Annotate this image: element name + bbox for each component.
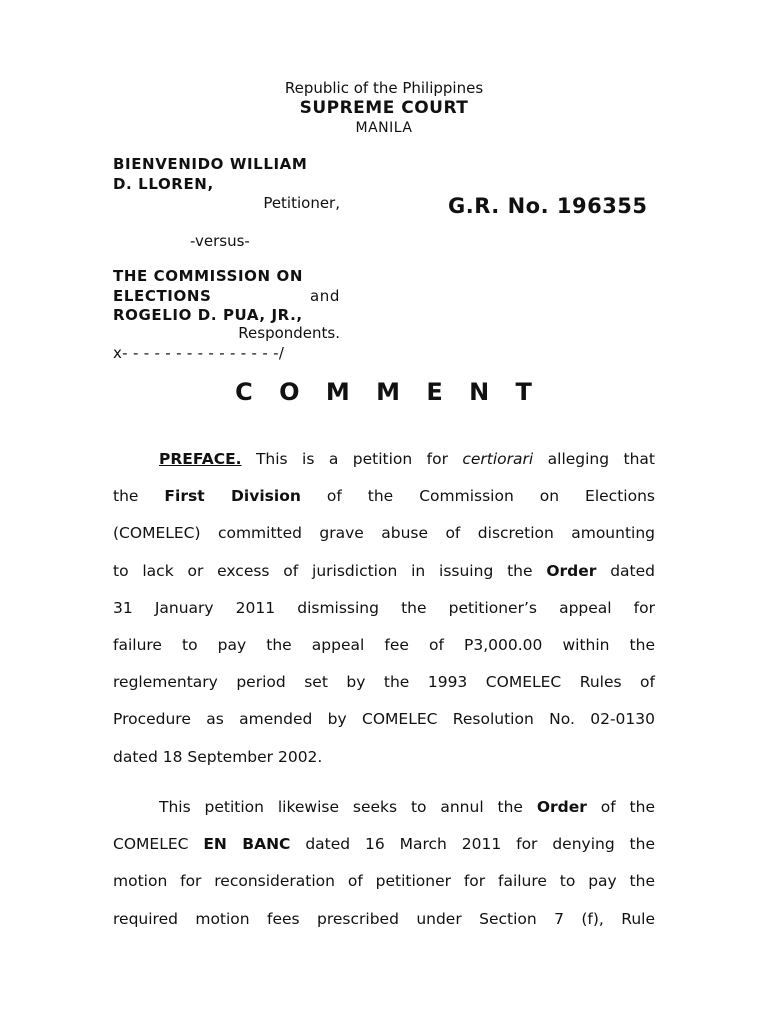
paragraph-preface bbox=[113, 441, 655, 776]
paragraph-line: This petition likewise seeks to annul the Order of the bbox=[159, 798, 655, 816]
paragraph-line: PREFACE. This is a petition for certiorari alleging that bbox=[159, 450, 655, 468]
paragraph-line: dated 18 September 2002. bbox=[113, 747, 323, 766]
document-title: C O M M E N T bbox=[235, 378, 541, 406]
respondent-line3: ROGELIO D. PUA, JR., bbox=[113, 306, 303, 324]
paragraph-line: failure to pay the appeal fee of P3,000.00 within the bbox=[113, 636, 655, 655]
petitioner-role: Petitioner, bbox=[263, 194, 340, 212]
paragraph-line: reglementary period set by the 1993 COMELEC Rules of bbox=[113, 673, 655, 692]
court-heading: SUPREME COURT bbox=[299, 98, 469, 118]
paragraph-line: motion for reconsideration of petitioner for failure to pay the bbox=[113, 872, 655, 891]
preface-heading: PREFACE. bbox=[159, 450, 242, 468]
caption-divider: x- - - - - - - - - - - - - - -/ bbox=[113, 344, 285, 362]
paragraph-line: (COMELEC) committed grave abuse of discretion amounting bbox=[113, 524, 655, 543]
respondent-line2-and: and bbox=[309, 286, 340, 305]
republic-heading: Republic of the Philippines bbox=[284, 79, 484, 97]
petitioner-name bbox=[113, 154, 340, 194]
petitioner-name-line2: D. LLOREN, bbox=[113, 175, 214, 193]
bold-term: Order bbox=[536, 798, 587, 816]
paragraph-line: to lack or excess of jurisdiction in issuing the Order dated bbox=[113, 561, 655, 580]
petitioner-name-line1: BIENVENIDO WILLIAM bbox=[113, 155, 308, 173]
paragraph-line: the First Division of the Commission on Elections bbox=[113, 487, 655, 506]
versus-label: -versus- bbox=[190, 232, 250, 250]
city-heading: MANILA bbox=[355, 120, 413, 136]
bold-term: Order bbox=[546, 561, 597, 580]
respondents-role: Respondents. bbox=[238, 324, 340, 342]
paragraph-line: Procedure as amended by COMELEC Resolution No. 02-0130 bbox=[113, 710, 655, 729]
italic-term: certiorari bbox=[462, 450, 534, 468]
paragraph-line: 31 January 2011 dismissing the petitioner’s appeal for bbox=[113, 598, 655, 617]
bold-term: First Division bbox=[164, 487, 301, 506]
paragraph-line: required motion fees prescribed under Section 7 (f), Rule bbox=[113, 909, 655, 928]
respondent-line1: THE COMMISSION ON bbox=[113, 267, 303, 285]
paragraph-line: COMELEC EN BANC dated 16 March 2011 for denying the bbox=[113, 835, 655, 854]
paragraph-second bbox=[113, 789, 655, 938]
respondents-names bbox=[113, 267, 340, 326]
case-number: G.R. No. 196355 bbox=[448, 194, 648, 218]
respondent-line2-name: ELECTIONS bbox=[113, 286, 212, 305]
respondent-line2 bbox=[113, 287, 340, 307]
bold-term: EN BANC bbox=[203, 835, 291, 854]
